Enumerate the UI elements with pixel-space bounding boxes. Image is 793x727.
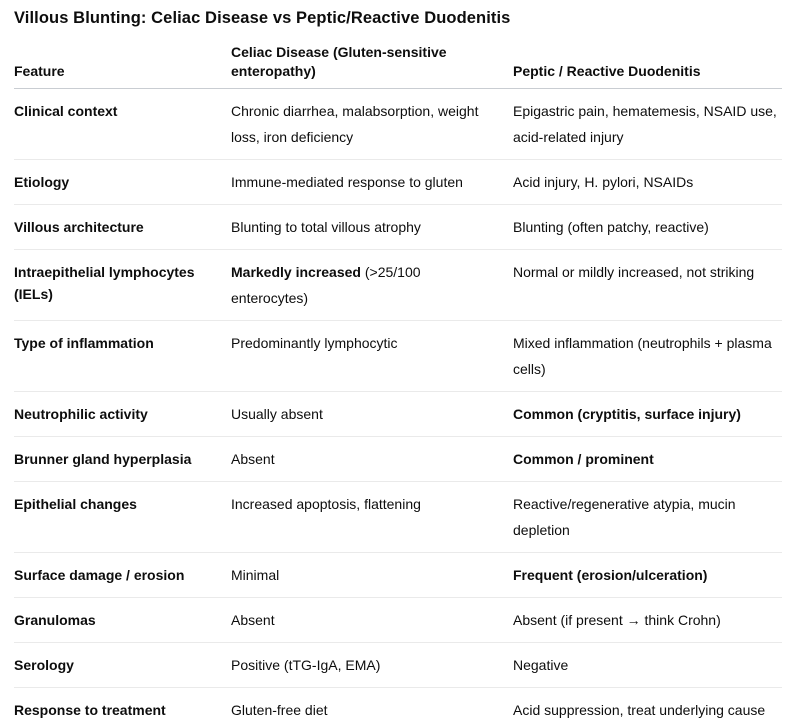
column-header-peptic: Peptic / Reactive Duodenitis: [513, 43, 782, 89]
table-row: [14, 89, 782, 160]
value-segment: Frequent (erosion/ulceration): [513, 567, 708, 583]
value-segment: Absent (if present → think Crohn): [513, 612, 721, 628]
celiac-cell: [231, 392, 513, 437]
feature-cell: Granulomas: [14, 598, 231, 643]
value-segment: Chronic diarrhea, malabsorption, weight loss, iron deficiency: [231, 103, 479, 145]
value-segment: Blunting (often patchy, reactive): [513, 219, 709, 235]
feature-cell: Intraepithelial lymphocytes (IELs): [14, 250, 231, 321]
value-segment: Minimal: [231, 567, 280, 583]
feature-cell: Brunner gland hyperplasia: [14, 437, 231, 482]
feature-cell: Etiology: [14, 160, 231, 205]
table-body: [14, 89, 782, 727]
column-header-feature: Feature: [14, 43, 231, 89]
value-segment: Negative: [513, 657, 569, 673]
value-segment: Common / prominent: [513, 451, 654, 467]
value-segment: Absent: [231, 612, 275, 628]
peptic-cell: [513, 643, 782, 688]
table-row: [14, 688, 782, 727]
value-segment: Blunting to total villous atrophy: [231, 219, 421, 235]
feature-cell: Epithelial changes: [14, 482, 231, 553]
table-row: [14, 392, 782, 437]
feature-cell: Serology: [14, 643, 231, 688]
table-header: [14, 43, 782, 89]
peptic-cell: [513, 321, 782, 392]
value-segment: Absent: [231, 451, 275, 467]
table-row: [14, 553, 782, 598]
comparison-table: [14, 43, 782, 727]
table-row: [14, 205, 782, 250]
peptic-cell: [513, 482, 782, 553]
feature-cell: Neutrophilic activity: [14, 392, 231, 437]
feature-cell: Villous architecture: [14, 205, 231, 250]
table-row: [14, 482, 782, 553]
celiac-cell: [231, 205, 513, 250]
value-segment: Positive (tTG-IgA, EMA): [231, 657, 381, 673]
header-row: [14, 43, 782, 89]
celiac-cell: [231, 482, 513, 553]
value-segment: Reactive/regenerative atypia, mucin depletion: [513, 496, 736, 538]
feature-cell: Surface damage / erosion: [14, 553, 231, 598]
celiac-cell: [231, 553, 513, 598]
peptic-cell: [513, 160, 782, 205]
value-segment: Predominantly lymphocytic: [231, 335, 398, 351]
celiac-cell: [231, 688, 513, 727]
value-segment: Epigastric pain, hematemesis, NSAID use, acid-related injury: [513, 103, 777, 145]
peptic-cell: [513, 250, 782, 321]
peptic-cell: [513, 205, 782, 250]
peptic-cell: [513, 89, 782, 160]
table-row: [14, 437, 782, 482]
value-segment: Common (cryptitis, surface injury): [513, 406, 741, 422]
table-row: [14, 321, 782, 392]
page-title: Villous Blunting: Celiac Disease vs Peptic/Reactive Duodenitis: [14, 9, 511, 27]
celiac-cell: [231, 321, 513, 392]
value-segment: Immune-mediated response to gluten: [231, 174, 463, 190]
peptic-cell: [513, 688, 782, 727]
feature-cell: Type of inflammation: [14, 321, 231, 392]
celiac-cell: [231, 643, 513, 688]
column-header-celiac: Celiac Disease (Gluten-sensitive enteropathy): [231, 43, 513, 89]
peptic-cell: [513, 392, 782, 437]
value-segment: (>25/100 enterocytes): [231, 264, 421, 306]
peptic-cell: [513, 553, 782, 598]
table-row: [14, 160, 782, 205]
feature-cell: Response to treatment: [14, 702, 166, 718]
table-row: [14, 643, 782, 688]
value-segment: Usually absent: [231, 406, 323, 422]
value-segment: Increased apoptosis, flattening: [231, 496, 421, 512]
value-segment: Mixed inflammation (neutrophils + plasma cells): [513, 335, 772, 377]
celiac-cell: [231, 160, 513, 205]
peptic-cell: [513, 437, 782, 482]
celiac-cell: [231, 437, 513, 482]
feature-cell: Clinical context: [14, 89, 231, 160]
celiac-cell: [231, 250, 513, 321]
value-segment: Acid suppression, treat underlying cause: [513, 702, 766, 718]
value-segment: Markedly increased: [231, 264, 361, 280]
celiac-cell: [231, 89, 513, 160]
table-row: [14, 598, 782, 643]
peptic-cell: [513, 598, 782, 643]
value-segment: Gluten-free diet: [231, 702, 328, 718]
value-segment: Normal or mildly increased, not striking: [513, 264, 755, 280]
celiac-cell: [231, 598, 513, 643]
value-segment: Acid injury, H. pylori, NSAIDs: [513, 174, 694, 190]
table-row: [14, 250, 782, 321]
